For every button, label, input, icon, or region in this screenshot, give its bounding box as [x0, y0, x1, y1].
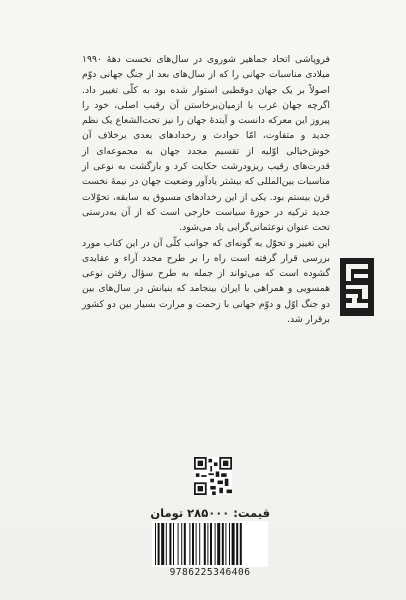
synopsis-paragraph-1: فروپاشی اتحاد جماهیر شوروی در سال‌های نخست دههٔ ۱۹۹۰ میلادی مناسبات جهانی را که از سال‌های بعد از جنگ جهانی دوّم اصولاً بر یک جهان دوقطبی استوار شده بود به کلّی تغییر داد. اگرچه جهان غرب با ازمیان‌برخاستن آن رقیب اصلی، خود را پیروز این معرکه دانست و آیندهٔ جهان را نیز تحت‌الشعاع یک نظم جدید و متفاوت، امّا حوادث و رخدادهای بعدی برخلاف آن خوش‌خیالی اوّلیه از تقسیم مجدد جهان به مجموعه‌ای از قدرت‌های رقیب ریزودرشت حکایت کرد و بازگشت به نوعی از مناسبات بین‌المللی که بیشتر یادآور وضعیت جهان در نیمهٔ نخست قرن بیستم بود. یکی از این رخدادهای مسبوق به سابقه، تحوّلات جدید ترکیه در حوزهٔ سیاست خارجی است که از آن به‌درستی تحت عنوان نوعثمانی‌گرایی یاد می‌شود.: [82, 54, 330, 234]
qr-code-icon: [194, 457, 232, 495]
isbn-number: 9786225346406: [169, 567, 251, 578]
price-label: قیمت: ۲۸۵۰۰۰ تومان: [150, 506, 270, 520]
barcode-icon: [152, 521, 268, 567]
synopsis-paragraph-2: این تغییر و تحوّل به گونه‌ای که جوانب کلّی آن در این کتاب مورد بررسی قرار گرفته است راه را بر طرح مجدد آراء و عقایدی گشوده است که می‌تواند از جمله به طرح سؤال رفتن نوعی همسویی و همراهی با ایران بینجامد که بنیانش در سال‌های بین دو جنگ اوّل و دوّم جهانی با زحمت و مرارت بسیار بین دو کشور برقرار شد.: [82, 237, 330, 326]
publisher-logo-icon: [340, 258, 374, 316]
synopsis-text: [82, 52, 330, 327]
